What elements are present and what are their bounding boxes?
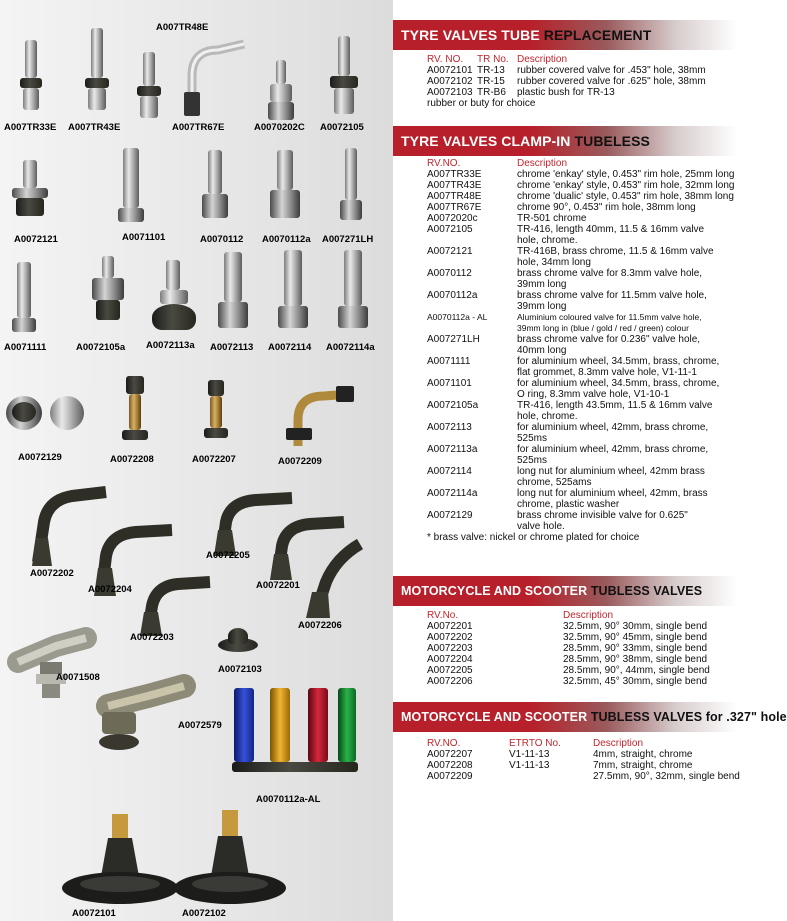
valve-photo-a0072206	[300, 536, 370, 622]
table-cell: 28.5mm, 90°, 44mm, single bend	[563, 665, 710, 676]
photo-label: A0072114	[268, 342, 312, 353]
tube-replacement-table	[393, 54, 737, 114]
description-line: Aluminium coloured valve for 11.5mm valve hole,	[517, 312, 702, 322]
table-cell: TR-13	[477, 65, 505, 76]
table-cell: 28.5mm, 90° 33mm, single bend	[563, 643, 708, 654]
valve-photo-a0070202c	[268, 60, 294, 122]
column-header: RV.NO.	[427, 158, 461, 169]
table-cell: 4mm, straight, chrome	[593, 749, 693, 760]
photo-label: A0070202C	[254, 122, 305, 133]
photo-label: A0071101	[122, 232, 166, 243]
description-line: chrome, plastic washer	[517, 499, 620, 510]
photo-label: A007TR43E	[68, 122, 121, 133]
valve-photo-a0071111	[12, 262, 36, 338]
table-cell: A0072129	[427, 510, 473, 521]
valve-photo-a0072121	[12, 160, 48, 224]
valve-photo-a0072113	[218, 252, 248, 336]
table-cell: A0072101	[427, 65, 473, 76]
photo-label: A0072101	[72, 908, 116, 919]
photo-label: A0072103	[218, 664, 262, 675]
table-cell: A0072205	[427, 665, 473, 676]
photo-label: A0072102	[182, 908, 226, 919]
table-cell: V1-11-13	[509, 760, 550, 771]
valve-photo-a0071508	[6, 628, 96, 702]
valve-photo-a0070112	[202, 150, 228, 232]
valve-photo-a007tr67e	[178, 36, 248, 122]
photo-label: A0070112a-AL	[256, 794, 321, 805]
description-line: for aluminium wheel, 34.5mm, brass, chrome,	[517, 378, 720, 389]
photo-label: A0072105	[320, 122, 364, 133]
table-cell: 7mm, straight, chrome	[593, 760, 693, 771]
description-line: 525ms	[517, 433, 548, 444]
description-line: 39mm long	[517, 301, 567, 312]
table-cell: A0072206	[427, 676, 473, 687]
valve-photo-a007271lh	[340, 148, 362, 232]
description-line: TR-416, length 43.5mm, 11.5 & 16mm valve	[517, 400, 713, 411]
valve-photo-a0072105	[330, 36, 358, 120]
table-cell: 27.5mm, 90°, 32mm, single bend	[593, 771, 740, 782]
valve-photo-a0072208	[122, 376, 148, 452]
valve-photo-a0072102	[170, 808, 288, 908]
photo-label: A0072209	[278, 456, 322, 467]
photo-label: A007TR48E	[156, 22, 209, 33]
table-cell: A0072121	[427, 246, 473, 257]
column-header: TR No.	[477, 54, 509, 65]
column-header: Description	[563, 610, 614, 621]
valve-photo-a0072209	[280, 384, 354, 454]
description-line: TR-501 chrome	[517, 213, 587, 224]
table-cell: V1-11-13	[509, 749, 550, 760]
hole-327-table	[393, 738, 740, 788]
table-cell: A007TR48E	[427, 191, 482, 202]
section-title: TYRE VALVES TUBE	[401, 27, 544, 43]
description-line: hole, 34mm long	[517, 257, 591, 268]
section-note: * brass valve: nickel or chrome plated for choice	[427, 532, 640, 543]
valve-photo-a0072113a	[152, 260, 196, 336]
photo-label: A007TR33E	[4, 122, 57, 133]
description-line: TR-416, length 40mm, 11.5 & 16mm valve	[517, 224, 705, 235]
table-cell: A0072114	[427, 466, 472, 477]
table-cell: rubber covered valve for .625" hole, 38mm	[517, 76, 706, 87]
description-line: 40mm long	[517, 345, 567, 356]
valve-photo-a0072105a	[90, 256, 126, 336]
photo-label: A0070112	[200, 234, 244, 245]
clamp-in-table	[393, 158, 737, 568]
section-title-suffix: for .327" hole	[702, 710, 787, 724]
description-line: chrome, 525ams	[517, 477, 592, 488]
column-header: RV.No.	[427, 610, 459, 621]
photo-label: A0072203	[130, 632, 174, 643]
table-cell: A0072020c	[427, 213, 478, 224]
description-line: chrome 'enkay' style, 0.453" rim hole, 25mm long	[517, 169, 735, 180]
valve-photo-a0072114	[278, 250, 308, 336]
photo-label: A0072105a	[76, 342, 126, 353]
valve-photo-a007tr33e	[20, 40, 42, 120]
valve-photo-a0072114a	[338, 250, 368, 336]
section-title: MOTORCYCLE AND SCOOTER	[401, 584, 591, 598]
photo-label: A0072129	[18, 452, 62, 463]
description-line: chrome 90°, 0.453" rim hole, 38mm long	[517, 202, 696, 213]
photo-label: A0072121	[14, 234, 58, 245]
column-header: Description	[517, 158, 568, 169]
photo-label: A0072202	[30, 568, 74, 579]
spec-text-panel	[393, 0, 787, 921]
table-cell: A0072209	[427, 771, 473, 782]
section-header-tube-replacement	[393, 20, 737, 50]
photo-label: A0072205	[206, 550, 250, 561]
valve-photo-a007tr48e	[137, 52, 161, 122]
table-cell: A0070112a - AL	[427, 312, 488, 322]
description-line: long nut for aluminium wheel, 42mm brass	[517, 466, 705, 477]
valve-photo-a0072579	[88, 672, 192, 756]
table-cell: 32.5mm, 90° 30mm, single bend	[563, 621, 708, 632]
section-header-motorcycle-327	[393, 702, 787, 732]
valve-photo-a0072203	[134, 576, 214, 640]
photo-label: A007271LH	[322, 234, 374, 245]
column-header: Description	[517, 54, 568, 65]
section-title: MOTORCYCLE AND SCOOTER	[401, 710, 591, 724]
valve-photo-a0072129	[6, 390, 86, 440]
table-cell: A0071111	[427, 356, 471, 367]
valve-photo-a0071101	[118, 148, 144, 232]
table-cell: TR-15	[477, 76, 505, 87]
section-title-accent: TUBLESS VALVES	[590, 710, 703, 724]
table-cell: A007TR67E	[427, 202, 482, 213]
table-cell: 32.5mm, 45° 30mm, single bend	[563, 676, 708, 687]
table-cell: TR-B6	[477, 87, 506, 98]
table-cell: A0072202	[427, 632, 473, 643]
description-line: 525ms	[517, 455, 548, 466]
description-line: brass chrome valve for 11.5mm valve hole,	[517, 290, 707, 301]
table-cell: A0072203	[427, 643, 473, 654]
description-line: hole, chrome.	[517, 411, 578, 422]
table-cell: A0072105a	[427, 400, 479, 411]
table-cell: A0070112	[427, 268, 472, 279]
photo-label: A0071508	[56, 672, 100, 683]
column-header: Description	[593, 738, 644, 749]
column-header: ETRTO No.	[509, 738, 561, 749]
description-line: for aluminium wheel, 42mm, brass chrome,	[517, 444, 709, 455]
section-title-accent: TUBLESS VALVES	[590, 584, 703, 598]
section-title-accent: REPLACEMENT	[543, 27, 652, 43]
description-line: brass chrome invisible valve for 0.625"	[517, 510, 688, 521]
description-line: for aluminium wheel, 42mm, brass chrome,	[517, 422, 709, 433]
valve-photo-a0070112a-al	[234, 688, 354, 782]
table-cell: A007271LH	[427, 334, 480, 345]
description-line: TR-416B, brass chrome, 11.5 & 16mm valve	[517, 246, 714, 257]
section-note: rubber or buty for choice	[427, 98, 536, 109]
section-header-motorcycle-tubless	[393, 576, 737, 606]
valve-photo-a0072207	[204, 380, 228, 450]
photo-label: A0072114a	[326, 342, 375, 353]
table-cell: A0072204	[427, 654, 473, 665]
photo-label: A0072579	[178, 720, 222, 731]
product-photo-panel	[0, 0, 393, 921]
table-cell: A007TR43E	[427, 180, 482, 191]
valve-photo-a007tr43e	[85, 28, 109, 120]
photo-label: A0072208	[110, 454, 154, 465]
description-line: long nut for aluminium wheel, 42mm, brass	[517, 488, 708, 499]
section-header-clamp-in	[393, 126, 737, 156]
section-title: TYRE VALVES CLAMP-IN	[401, 133, 575, 149]
description-line: flat grommet, 8.3mm valve hole, V1-11-1	[517, 367, 697, 378]
description-line: 39mm long in (blue / gold / red / green) colour	[517, 323, 689, 333]
table-cell: A007TR33E	[427, 169, 482, 180]
table-cell: A0072207	[427, 749, 473, 760]
photo-label: A0072204	[88, 584, 132, 595]
table-cell: A0070112a	[427, 290, 478, 301]
table-cell: rubber covered valve for .453" hole, 38mm	[517, 65, 706, 76]
photo-label: A0070112a	[262, 234, 311, 245]
valve-photo-a0072101	[60, 812, 180, 908]
valve-photo-a0070112a	[270, 150, 300, 232]
description-line: 39mm long	[517, 279, 567, 290]
photo-label: A0071111	[4, 342, 47, 353]
column-header: RV. NO.	[427, 54, 464, 65]
table-cell: A0072201	[427, 621, 473, 632]
column-header: RV.NO.	[427, 738, 461, 749]
table-cell: 28.5mm, 90° 38mm, single bend	[563, 654, 708, 665]
motorcycle-valves-table	[393, 610, 737, 690]
description-line: brass chrome valve for 0.236" valve hole,	[517, 334, 701, 345]
table-cell: A0072113a	[427, 444, 478, 455]
table-cell: A0072208	[427, 760, 473, 771]
photo-label: A0072207	[192, 454, 236, 465]
description-line: for aluminium wheel, 34.5mm, brass, chrome,	[517, 356, 720, 367]
description-line: chrome 'dualic' style, 0.453" rim hole, 38mm long	[517, 191, 734, 202]
table-cell: A0072105	[427, 224, 473, 235]
valve-photo-a0072103	[218, 628, 258, 658]
photo-label: A007TR67E	[172, 122, 225, 133]
description-line: O ring, 8.3mm valve hole, V1-10-1	[517, 389, 670, 400]
description-line: chrome 'enkay' style, 0.453" rim hole, 32mm long	[517, 180, 735, 191]
section-title-accent: TUBELESS	[574, 133, 650, 149]
photo-label: A0072113	[210, 342, 254, 353]
table-cell: A0072103	[427, 87, 473, 98]
description-line: valve hole.	[517, 521, 565, 532]
table-cell: plastic bush for TR-13	[517, 87, 615, 98]
photo-label: A0072113a	[146, 340, 195, 351]
table-cell: A0071101	[427, 378, 472, 389]
photo-label: A0072201	[256, 580, 300, 591]
description-line: brass chrome valve for 8.3mm valve hole,	[517, 268, 703, 279]
table-cell: A0072114a	[427, 488, 478, 499]
table-cell: A0072102	[427, 76, 473, 87]
table-cell: A0072113	[427, 422, 472, 433]
table-cell: 32.5mm, 90° 45mm, single bend	[563, 632, 708, 643]
description-line: hole, chrome.	[517, 235, 578, 246]
photo-label: A0072206	[298, 620, 342, 631]
